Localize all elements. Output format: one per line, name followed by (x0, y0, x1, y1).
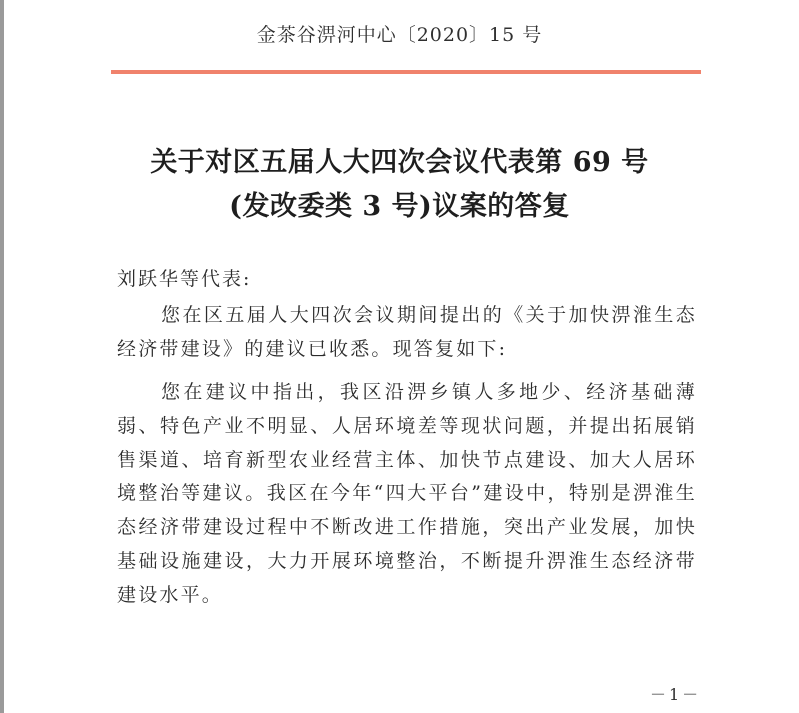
red-header-rule (111, 70, 701, 74)
document-title-line-1: 关于对区五届人大四次会议代表第 69 号 (150, 147, 649, 178)
body-paragraph: 您在区五届人大四次会议期间提出的《关于加快淠淮生态经济带建设》的建议已收悉。现答复如下: (117, 304, 697, 360)
scan-edge (0, 0, 4, 713)
document-number: 金茶谷淠河中心〔2020〕15 号 (256, 24, 543, 46)
document-title-line-2: (发改委类 3 号)议案的答复 (229, 191, 570, 222)
body-paragraph: 您在建议中指出，我区沿淠乡镇人多地少、经济基础薄弱、特色产业不明显、人居环境差等现状问题，并提出拓展销售渠道、培育新型农业经营主体、加快节点建设、加大人居环境整治等建议。我区在今年“四大平台”建设中，特别是淠淮生态经济带建设过程中不断改进工作措施，突出产业发展，加快基础设施建设，大力开展环境整治，不断提升淠淮生态经济带建设水平。 (117, 381, 697, 606)
salutation: 刘跃华等代表: (117, 268, 252, 290)
page-number: －1－ (650, 685, 702, 704)
